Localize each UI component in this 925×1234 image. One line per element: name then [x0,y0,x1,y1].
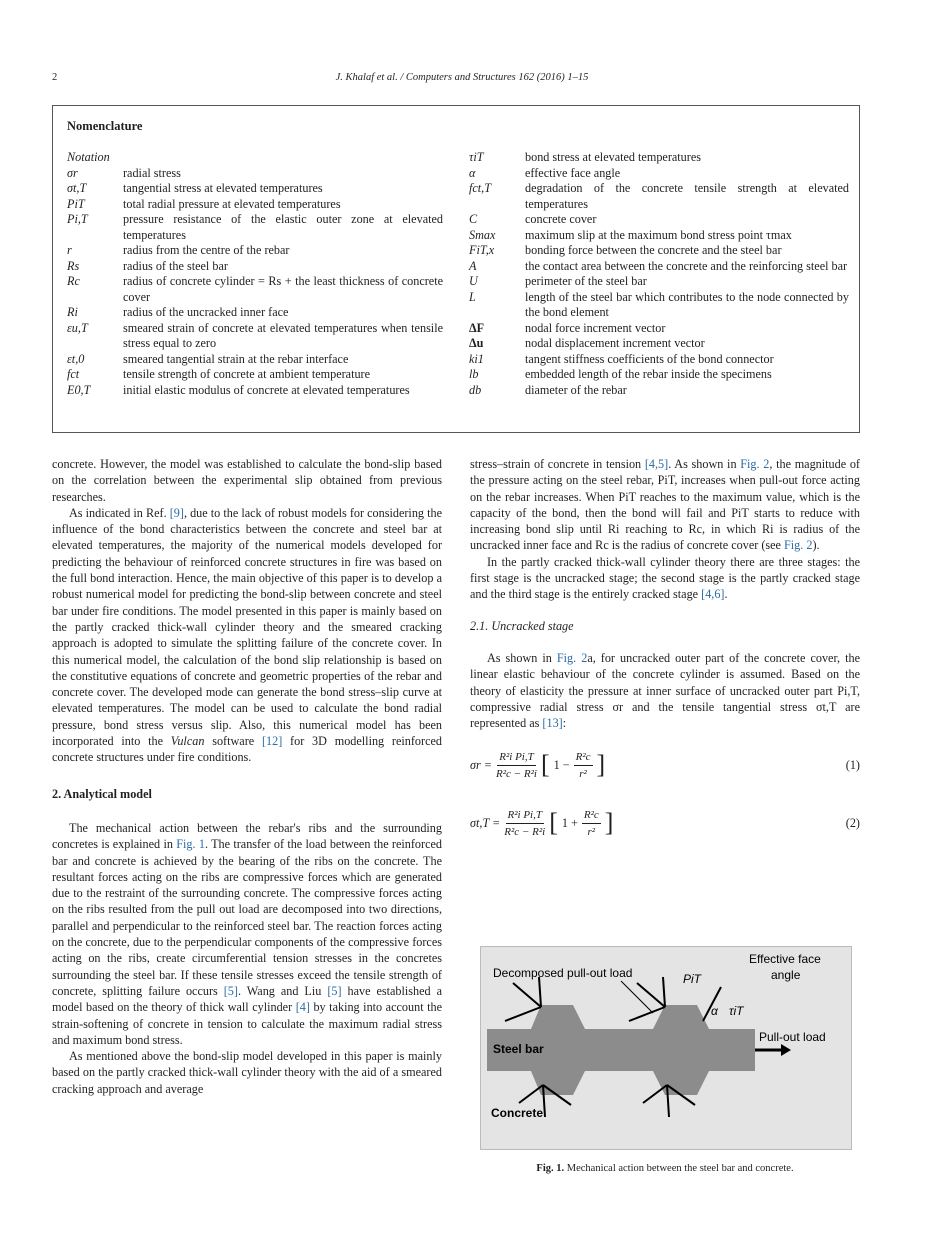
nomenclature-definition: initial elastic modulus of concrete at elevated temperatures [123,382,410,397]
nomenclature-symbol: Rs [67,258,80,273]
figure-caption: Fig. 1. Mechanical action between the steel bar and concrete. [536,1163,794,1174]
nomenclature-definition: degradation of the concrete tensile strength at elevated temperatures [525,181,849,211]
nomenclature-definition: the contact area between the concrete and the reinforcing steel bar [525,258,848,273]
nomenclature-row [469,321,849,337]
nomenclature-row [469,259,849,275]
nomenclature-row [469,352,849,368]
nomenclature-row [67,166,443,182]
citation-link[interactable]: [12] [261,734,283,749]
figure-1 [480,946,852,1150]
nomenclature-symbol: εu,T [67,320,88,335]
equation-number: (2) [845,816,860,831]
citation-link[interactable]: [4,6] [701,587,725,602]
page-number: 2 [52,72,58,83]
figure-link[interactable]: Fig. 2 [556,650,588,665]
figure-link[interactable]: Fig. 1 [176,837,205,852]
nomenclature-definition [123,150,443,166]
citation-link[interactable]: [5] [327,983,342,998]
nomenclature-row [67,197,443,213]
nomenclature-row [67,212,443,243]
nomenclature-definition: diameter of the rebar [525,382,627,397]
nomenclature-definition: tensile strength of concrete at ambient temperature [123,367,371,381]
figure-link[interactable]: Fig. 2 [784,538,813,553]
nomenclature-symbol: σt,T [67,181,87,195]
nomenclature-definition: tangential stress at elevated temperatures [123,181,323,195]
nomenclature-symbol: Ri [67,305,78,319]
nomenclature-symbol: σr [67,165,78,180]
nomenclature-definition: perimeter of the steel bar [525,274,647,288]
nomenclature-title: Nomenclature [67,119,143,133]
nomenclature-symbol: PiT [67,196,85,211]
label-concrete: Concrete [491,1106,544,1120]
paragraph: As indicated in Ref. [9], due to the lack of robust models for considering the influence of the bond characteristics between the concrete and steel bar at elevated temperatures, the majority of the numerical models developed for predicting the behaviour of reinforced concrete structures in fire was based on the full bond interaction. Hence, the main objective of this paper is to develop a robust numerical model for predicting the bond-slip between concrete and steel bar under fire conditions. The model presented in this paper is mainly based on the partly cracked thick-wall cylinder theory and the smeared cracking approach is adopted to simulate the splitting failure of the concrete cover. In this numerical model, the calculation of the bond slip relationship is based on the constitutive equations of concrete and geometric properties of the rebar and concrete cover. The developed mode can generate the bond stress–slip curve at elevated temperatures. The model can be used to calculate the bond radial pressure, bond stress versus slip. Also, this numerical model has been incorporated into the Vulcan software [12] for 3D modelling reinforced concrete structures under fire conditions. [52,505,442,765]
nomenclature-symbol: ΔF [469,320,485,335]
nomenclature-definition: smeared tangential strain at the rebar interface [123,351,349,366]
label-pullout: Pull-out load [759,1030,826,1044]
nomenclature-symbol: A [469,258,477,273]
paragraph: As shown in Fig. 2a, for uncracked outer part of the concrete cover, the linear elastic behaviour of the concrete cylinder is assumed. Based on the theory of elasticity the pressure at inner surface of uncracked outer part Pi,T, compressive radial stress σr and the tensile tangential stress σt,T are represented as [13]: [470,650,860,731]
nomenclature-symbol: fct,T [469,181,492,195]
label-steel-bar: Steel bar [493,1042,544,1056]
nomenclature-symbol: FiT,x [469,243,495,257]
nomenclature-row [469,290,849,321]
nomenclature-definition: concrete cover [525,212,597,226]
label-decomposed: Decomposed pull-out load [493,966,633,980]
label-tau: τiT [729,1004,744,1018]
citation-link[interactable]: [9] [169,505,184,520]
nomenclature-symbol: E0,T [67,382,91,397]
nomenclature-row [469,166,849,182]
label-effective-face: Effective face [749,952,821,966]
nomenclature-row [67,181,443,197]
citation-link[interactable]: [4,5] [644,457,669,471]
running-title: J. Khalaf et al. / Computers and Structures 162 (2016) 1–15 [335,72,589,83]
section-heading: 2. Analytical model [52,786,152,801]
paragraph: As mentioned above the bond-slip model developed in this paper is mainly based on the partly cracked thick-wall cylinder theory with the aid of a smeared cracking approach and average [52,1049,442,1096]
nomenclature-definition: total radial pressure at elevated temperatures [123,196,341,211]
body-column-left [52,456,442,1097]
nomenclature-definition: embedded length of the rebar inside the specimens [525,367,772,381]
paragraph: In the partly cracked thick-wall cylinder theory there are three stages: the first stage is the uncracked stage; the second stage is the partly cracked stage and the third stage is the entirely cracked stage [4,6]. [470,554,860,602]
equation-number: (1) [845,758,860,773]
nomenclature-right-column [469,150,849,398]
nomenclature-symbol: Notation [67,150,110,164]
nomenclature-row [469,181,849,212]
body-column-right [470,456,860,847]
nomenclature-symbol: Smax [469,227,496,242]
nomenclature-row [469,228,849,244]
citation-link[interactable]: [5] [223,983,238,998]
nomenclature-symbol: α [469,165,476,180]
paragraph: The mechanical action between the rebar's ribs and the surrounding concretes is explained in Fig. 1. The transfer of the load between the reinforced bar and concrete is achieved by the bearing of the ribs on the concrete. The resultant forces acting on the ribs are compressive forces which are generated due to the restraint of the surrounding concrete. The compressive forces acting on the ribs resulted from the pull out load are decomposed into two directions, parallel and perpendicular to the reinforced steel bar. The reaction forces acting on the concrete, due to the perpendicular components of the compressive forces acting on the ribs, create circumferential tension stresses in the concretes surrounding the steel bar. If these tensile stresses exceed the tensile strength of concrete, splitting failure occurs [5]. Wang and Liu [5] have established a model based on the theory of thick wall cylinder [4] by taking into account the strain-softening of concrete in tension to calculate the maximum radial stress and maximum bond stress. [52,820,443,1047]
nomenclature-definition: nodal displacement increment vector [525,336,705,350]
paragraph: concrete. However, the model was established to calculate the bond-slip based on the correlation between the experimental slip obtained from previous researches. [52,457,442,504]
nomenclature-definition: radial stress [123,165,181,180]
nomenclature-symbol: Δu [469,336,484,350]
figure-link[interactable]: Fig. 2 [740,457,770,471]
nomenclature-definition: bonding force between the concrete and the steel bar [525,243,782,257]
nomenclature-row [67,259,443,275]
label-pt: PiT [683,972,701,986]
paragraph: stress–strain of concrete in tension [4,5]. As shown in Fig. 2, the magnitude of the pressure acting on the steel rebar, PiT, increases when pull-out force acting on the rebar increases. When PiT reaches to the maximum value, which is the capacity of the bond, then the bond will fail and PiT starts to reduce with increasing bond slip until Ri reaching to Rc, in which Ri is radius of the uncracked inner face and Rc is the radius of concrete cover (see Fig. 2). [470,457,860,553]
nomenclature-definition: nodal force increment vector [525,320,666,335]
nomenclature-symbol: Pi,T [67,212,88,226]
citation-link[interactable]: [13] [542,716,563,731]
nomenclature-row [67,243,443,259]
nomenclature-definition: maximum slip at the maximum bond stress point τmax [525,227,792,242]
label-alpha: α [711,1004,718,1018]
nomenclature-definition: radius of concrete cylinder = Rs + the least thickness of concrete cover [123,274,443,304]
nomenclature-definition: pressure resistance of the elastic outer zone at elevated temperatures [123,212,443,242]
nomenclature-symbol: U [469,274,478,288]
nomenclature-row [469,243,849,259]
nomenclature-row [469,336,849,352]
nomenclature-row [67,321,443,352]
nomenclature-row [469,274,849,290]
nomenclature-definition: radius of the steel bar [123,258,228,273]
figure-1-diagram [481,947,851,1149]
nomenclature-row [67,274,443,305]
nomenclature-row [67,367,443,383]
nomenclature-definition: effective face angle [525,165,621,180]
nomenclature-row [67,352,443,368]
nomenclature-row [469,212,849,228]
nomenclature-row [67,383,443,399]
citation-link[interactable]: [4] [295,1000,310,1015]
nomenclature-symbol: fct [67,367,80,381]
nomenclature-definition: smeared strain of concrete at elevated temperatures when tensile stress equal to zero [123,320,443,350]
nomenclature-symbol: db [469,382,482,397]
nomenclature-definition: length of the steel bar which contributes to the node connected by the bond element [525,289,849,319]
nomenclature-symbol: lb [469,367,479,381]
equation-1: σr = $\frac{\text{R²i Pi,T}}{\text{R²c − R²i}}$ [ 1 − $\frac{\text{R²c}}{\text{r²}}$ ] (1) [470,750,860,780]
nomenclature-left-column [67,150,443,398]
nomenclature-symbol: ki1 [469,351,484,366]
label-angle: angle [771,968,801,982]
equation-2: σt,T = $\frac{\text{R²i Pi,T}}{\text{R²c − R²i}}$ [ 1 + $\frac{\text{R²c}}{\text{r²}}$ ] (2) [470,808,860,838]
nomenclature-symbol: Rc [67,274,80,288]
nomenclature-row [67,150,443,166]
subsection-heading: 2.1. Uncracked stage [470,618,574,633]
nomenclature-symbol: εt,0 [67,351,85,366]
nomenclature-row [67,305,443,321]
nomenclature-symbol: C [469,212,478,226]
nomenclature-definition: tangent stiffness coefficients of the bond connector [525,351,774,366]
nomenclature-row [469,150,849,166]
nomenclature-definition: bond stress at elevated temperatures [525,150,701,164]
nomenclature-definition: radius from the centre of the rebar [123,243,290,257]
nomenclature-box [52,105,860,433]
nomenclature-row [469,383,849,399]
nomenclature-symbol: r [67,243,72,257]
nomenclature-row [469,367,849,383]
nomenclature-symbol: L [469,289,476,304]
nomenclature-symbol: τiT [469,150,484,164]
nomenclature-definition: radius of the uncracked inner face [123,305,289,319]
